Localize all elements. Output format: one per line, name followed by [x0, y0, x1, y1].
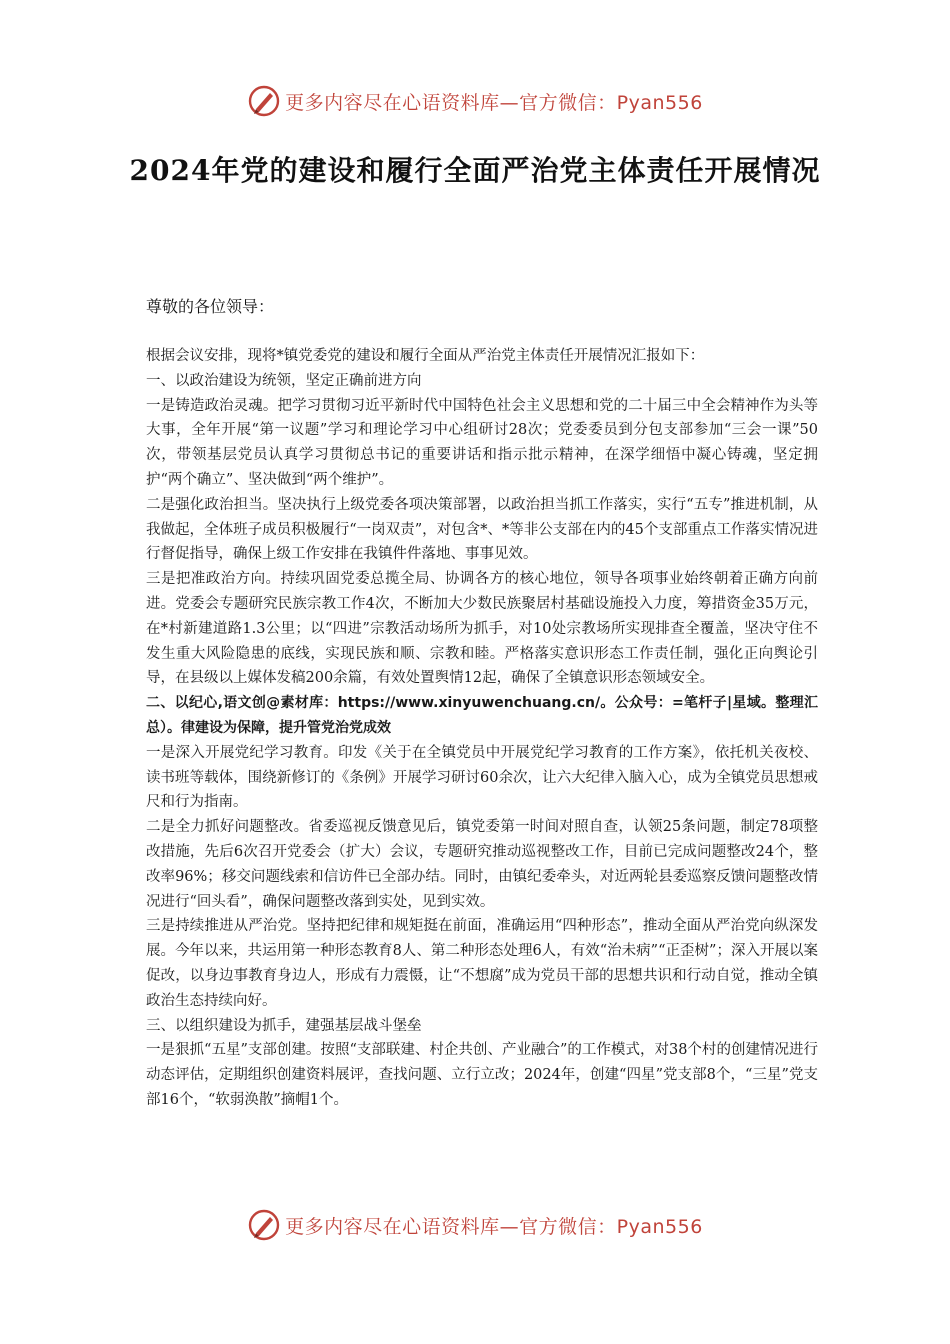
paragraph: 三是持续推进从严治党。坚持把纪律和规矩挺在前面，准确运用“四种形态”，推动全面从严治党向纵深发展。今年以来，共运用第一种形态教育8人、第二种形态处理6人，有效“治未病”“正歪树”；深入开展以案促改，以身边事教育身边人，形成有力震慑，让“不想腐”成为党员干部的思想共识和行动自觉，推动全镇政治生态持续向好。	[146, 918, 818, 1009]
banner-text: 更多内容尽在心语资料库—官方微信：Pyan556	[285, 91, 703, 114]
section-heading: 二、以纪心,语文创@素材库：https://www.xinyuwenchuang.cn/。公众号：=笔杆子|星域。整理汇总）。律建设为保障，提升管党治党成效	[146, 695, 818, 736]
paragraph: 一是铸造政治灵魂。把学习贯彻习近平新时代中国特色社会主义思想和党的二十届三中全会精神作为头等大事，全年开展“第一议题”学习和理论学习中心组研讨28次；党委委员到分包支部参加“三会一课”50次，带领基层党员认真学习贯彻总书记的重要讲话和指示批示精神，在深学细悟中凝心铸魂，坚定拥护“两个确立”、坚决做到“两个维护”。	[146, 397, 818, 488]
header-banner	[0, 84, 950, 124]
banner-text: 更多内容尽在心语资料库—官方微信：Pyan556	[285, 1215, 703, 1238]
paragraph: 一是狠抓“五星”支部创建。按照“支部联建、村企共创、产业融合”的工作模式，对38个村的创建情况进行动态评估，定期组织创建资料展评，查找问题、立行立改；2024年，创建“四星”党支部8个，“三星”党支部16个，“软弱涣散”摘帽1个。	[146, 1042, 818, 1108]
paragraph: 一是深入开展党纪学习教育。印发《关于在全镇党员中开展党纪学习教育的工作方案》，依托机关夜校、读书班等载体，围绕新修订的《条例》开展学习研讨60余次，让六大纪律入脑入心，成为全镇党员思想戒尺和行为指南。	[146, 744, 818, 811]
section-heading: 一、以政治建设为统领，坚定正确前进方向	[146, 372, 422, 389]
section-heading: 三、以组织建设为抓手，建强基层战斗堡垒	[146, 1017, 422, 1034]
pen-logo-icon	[247, 84, 281, 118]
paragraph: 根据会议安排，现将*镇党委党的建设和履行全面从严治党主体责任开展情况汇报如下：	[146, 348, 705, 364]
document-title: 2024年党的建设和履行全面严治党主体责任开展情况	[129, 154, 821, 187]
paragraph: 二是全力抓好问题整改。省委巡视反馈意见后，镇党委第一时间对照自查，认领25条问题，制定78项整改措施，先后6次召开党委会（扩大）会议，专题研究推动巡视整改工作，目前已完成问题整改24个，整改率96%；移交问题线索和信访件已全部办结。同时，由镇纪委牵头，对近两轮县委巡察反馈问题整改情况进行“回头看”，确保问题整改落到实处，见到实效。	[146, 819, 818, 910]
footer-banner	[0, 1208, 950, 1248]
paragraph: 二是强化政治担当。坚决执行上级党委各项决策部署，以政治担当抓工作落实，实行“五专”推进机制，从我做起，全体班子成员积极履行“一岗双责”，对包含*、*等非公支部在内的45个支部重点工作落实情况进行督促指导，确保上级工作安排在我镇件件落地、事事见效。	[146, 496, 818, 563]
document-body	[146, 344, 818, 1113]
greeting: 尊敬的各位领导：	[146, 297, 275, 316]
paragraph: 三是把准政治方向。持续巩固党委总揽全局、协调各方的核心地位，领导各项事业始终朝着正确方向前进。党委会专题研究民族宗教工作4次，不断加大少数民族聚居村基础设施投入力度，筹措资金35万元，在*村新建道路1.3公里；以“四进”宗教活动场所为抓手，对10处宗教场所实现排查全覆盖，坚决守住不发生重大风险隐患的底线，实现民族和顺、宗教和睦。严格落实意识形态工作责任制，强化正向舆论引导，在县级以上媒体发稿200余篇，有效处置舆情12起，确保了全镇意识形态领域安全。	[146, 571, 818, 687]
pen-logo-icon	[247, 1208, 281, 1242]
